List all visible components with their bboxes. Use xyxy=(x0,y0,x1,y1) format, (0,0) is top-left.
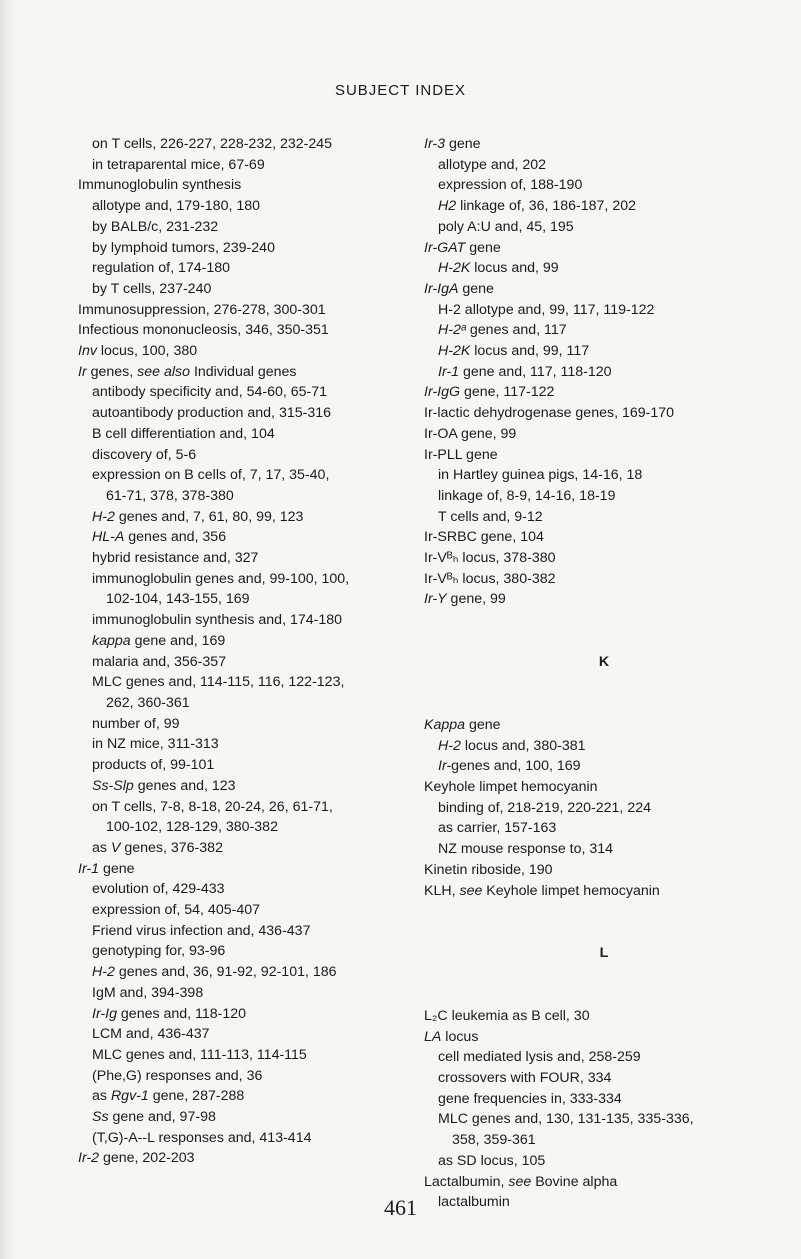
entry-text: MLC genes and, 114-115, 116, 122-123, xyxy=(92,674,345,691)
entry-term-italic: Ir-Y xyxy=(424,591,447,608)
index-subentry xyxy=(78,631,398,652)
index-section-letter: L xyxy=(599,945,609,962)
index-subentry xyxy=(78,569,398,590)
entry-text: 100-102, 128-129, 380-382 xyxy=(106,819,278,836)
index-subentry xyxy=(78,797,398,818)
entry-text: Ir-OA gene, 99 xyxy=(424,425,517,442)
entry-term-italic: Ir-3 xyxy=(424,136,446,152)
page-number: 461 xyxy=(384,1195,417,1220)
entry-text: gene, 99 xyxy=(446,591,506,608)
index-main-entry xyxy=(78,362,398,383)
entry-term-italic: Rgv-1 xyxy=(110,1088,149,1105)
entry-text: by lymphoid tumors, 239-240 xyxy=(92,239,275,256)
entry-text: B cell differentiation and, 104 xyxy=(92,425,275,442)
index-main-entry xyxy=(424,424,784,445)
index-subentry xyxy=(78,693,398,714)
entry-text: by BALB/c, 231-232 xyxy=(92,218,219,235)
entry-term-italic: Ir-Ig xyxy=(92,1005,117,1022)
entry-term-italic: Ss-Slp xyxy=(92,777,134,794)
entry-text: IgM and, 394-398 xyxy=(92,984,204,1001)
entry-text: Immunosuppression, 276-278, 300-301 xyxy=(78,301,326,318)
entry-text: genes, xyxy=(86,363,138,380)
index-main-entry xyxy=(424,445,784,466)
index-main-entry xyxy=(424,777,784,798)
entry-text: gene xyxy=(458,280,494,297)
entry-text: expression on B cells of, 7, 17, 35-40, xyxy=(92,467,330,484)
entry-term-italic: Inv xyxy=(78,343,97,360)
entry-text: by T cells, 237-240 xyxy=(92,280,212,297)
index-column-left xyxy=(78,134,398,1169)
index-main-entry xyxy=(424,403,784,424)
entry-text: locus and, 99 xyxy=(470,260,559,277)
entry-text: poly A:U and, 45, 195 xyxy=(438,218,574,235)
index-subentry xyxy=(78,548,398,569)
index-main-entry xyxy=(424,881,784,902)
index-subentry xyxy=(424,756,784,777)
entry-text: (Phe,G) responses and, 36 xyxy=(92,1067,263,1084)
index-subentry xyxy=(78,776,398,797)
entry-text: LCM and, 436-437 xyxy=(92,1026,210,1043)
index-subentry xyxy=(78,1107,398,1128)
index-main-entry xyxy=(78,1148,398,1169)
entry-term-italic: kappa xyxy=(92,632,131,649)
entry-text: binding of, 218-219, 220-221, 224 xyxy=(438,799,651,816)
entry-term-italic: H-2K xyxy=(438,343,471,360)
index-subentry xyxy=(78,1066,398,1087)
entry-text: Ir-Vᴮₕ locus, 378-380 xyxy=(424,550,556,567)
index-subentry xyxy=(78,486,398,507)
entry-text: in Hartley guinea pigs, 14-16, 18 xyxy=(438,467,643,484)
entry-text: gene and, 97-98 xyxy=(108,1109,216,1126)
index-subentry xyxy=(78,258,398,279)
entry-text: genes and, 356 xyxy=(124,529,227,546)
entry-term-italic: HL-A xyxy=(92,529,125,546)
entry-text: discovery of, 5-6 xyxy=(92,446,197,463)
entry-text: on T cells, 7-8, 8-18, 20-24, 26, 61-71, xyxy=(92,798,333,815)
entry-text: genes, 376-382 xyxy=(120,839,223,856)
entry-text: in tetraparental mice, 67-69 xyxy=(92,156,265,173)
entry-text: immunoglobulin genes and, 99-100, 100, xyxy=(92,570,350,587)
entry-text: Lactalbumin, xyxy=(424,1173,509,1190)
entry-text: Infectious mononucleosis, 346, 350-351 xyxy=(78,322,329,339)
entry-text: gene frequencies in, 333-334 xyxy=(438,1090,622,1107)
entry-text: gene and, 117, 118-120 xyxy=(459,363,612,380)
entry-text: autoantibody production and, 315-316 xyxy=(92,405,332,422)
index-main-entry xyxy=(78,175,398,196)
index-subentry xyxy=(424,798,784,819)
index-subentry xyxy=(78,134,398,155)
index-subentry xyxy=(424,736,784,757)
index-main-entry xyxy=(424,1006,784,1027)
entry-text: as xyxy=(92,1088,111,1105)
index-main-entry xyxy=(424,589,784,610)
entry-text: genes and, 118-120 xyxy=(116,1005,247,1022)
index-subentry xyxy=(78,465,398,486)
index-subentry xyxy=(424,155,784,176)
entry-text: Ir-lactic dehydrogenase genes, 169-170 xyxy=(424,405,675,422)
index-subentry xyxy=(78,900,398,921)
page-binding-shadow xyxy=(0,0,14,1259)
index-subentry xyxy=(424,1068,784,1089)
entry-text: number of, 99 xyxy=(92,715,180,732)
entry-text: Ir-Vᴮₕ locus, 380-382 xyxy=(424,570,556,587)
entry-text: MLC genes and, 111-113, 114-115 xyxy=(92,1046,307,1063)
entry-text: genotyping for, 93-96 xyxy=(92,943,226,960)
entry-text: as xyxy=(92,839,111,856)
index-subentry xyxy=(424,175,784,196)
entry-text: locus xyxy=(441,1028,479,1045)
entry-text: Individual genes xyxy=(190,363,297,380)
index-main-entry xyxy=(78,341,398,362)
index-subentry xyxy=(424,196,784,217)
entry-text: Immunoglobulin synthesis xyxy=(78,177,242,194)
entry-text: Bovine alpha xyxy=(531,1173,618,1190)
entry-text: Friend virus infection and, 436-437 xyxy=(92,922,311,939)
cross-reference: see xyxy=(508,1173,532,1190)
entry-text: 61-71, 378, 378-380 xyxy=(106,487,234,504)
entry-text: regulation of, 174-180 xyxy=(92,260,231,277)
entry-text: L₂C leukemia as B cell, 30 xyxy=(424,1007,590,1024)
index-main-entry xyxy=(424,1027,784,1048)
index-subentry xyxy=(424,1109,784,1130)
entry-term-italic: Ir-IgG xyxy=(424,384,461,401)
entry-text: antibody specificity and, 54-60, 65-71 xyxy=(92,384,328,401)
entry-text: genes and, 100, 169 xyxy=(451,758,581,775)
entry-term-italic: H-2ᵃ xyxy=(438,322,466,339)
entry-text: gene, 287-288 xyxy=(148,1088,245,1105)
index-subentry xyxy=(78,921,398,942)
index-subentry xyxy=(424,1151,784,1172)
entry-text: products of, 99-101 xyxy=(92,757,215,774)
entry-term-italic: V xyxy=(110,839,121,856)
index-subentry xyxy=(424,320,784,341)
index-subentry xyxy=(424,818,784,839)
index-subentry xyxy=(78,424,398,445)
entry-text: locus and, 380-381 xyxy=(460,737,586,754)
entry-text: Keyhole limpet hemocyanin xyxy=(424,778,598,795)
entry-text: (T,G)-A--L responses and, 413-414 xyxy=(92,1129,312,1146)
entry-text: linkage of, 36, 186-187, 202 xyxy=(456,198,636,215)
index-subentry xyxy=(78,962,398,983)
entry-text: lactalbumin xyxy=(438,1194,510,1211)
index-subentry xyxy=(78,734,398,755)
entry-text: expression of, 54, 405-407 xyxy=(92,902,260,919)
index-subentry xyxy=(78,838,398,859)
entry-term-italic: H-2 xyxy=(92,508,115,525)
entry-text: 262, 360-361 xyxy=(106,694,190,711)
entry-text: gene xyxy=(465,239,501,256)
index-main-entry xyxy=(78,859,398,880)
index-subentry xyxy=(78,196,398,217)
entry-text: crossovers with FOUR, 334 xyxy=(438,1070,612,1087)
entry-term-italic: H-2 xyxy=(92,964,115,981)
entry-text: locus, 100, 380 xyxy=(96,343,198,360)
index-subentry xyxy=(78,217,398,238)
page-header: SUBJECT INDEX xyxy=(334,82,467,99)
index-subentry xyxy=(78,507,398,528)
index-subentry xyxy=(78,983,398,1004)
index-subentry xyxy=(78,610,398,631)
index-subentry xyxy=(78,527,398,548)
index-subentry xyxy=(78,1086,398,1107)
entry-term-italic: Ir-2 xyxy=(78,1150,100,1167)
index-subentry xyxy=(424,217,784,238)
entry-term-italic: H-2K xyxy=(438,260,471,277)
entry-text: Ir-SRBC gene, 104 xyxy=(424,529,544,546)
entry-term-italic: Ir- xyxy=(438,758,452,775)
index-main-entry xyxy=(424,238,784,259)
entry-text: expression of, 188-190 xyxy=(438,177,583,194)
entry-text: genes and, 7, 61, 80, 99, 123 xyxy=(114,508,304,525)
index-subentry xyxy=(78,652,398,673)
entry-term-italic: Ir-1 xyxy=(78,860,100,877)
entry-term-italic: Ss xyxy=(92,1109,109,1126)
entry-text: KLH, xyxy=(424,882,460,899)
entry-term-italic: Kappa xyxy=(424,716,466,733)
index-subentry xyxy=(78,817,398,838)
index-subentry xyxy=(78,672,398,693)
index-subentry xyxy=(78,403,398,424)
entry-text: Ir-PLL gene xyxy=(424,446,498,463)
entry-text: gene and, 169 xyxy=(130,632,226,649)
index-section-letter: K xyxy=(598,654,610,671)
entry-term-italic: LA xyxy=(424,1028,442,1045)
index-subentry xyxy=(78,279,398,300)
index-subentry xyxy=(78,589,398,610)
entry-text: in NZ mice, 311-313 xyxy=(92,736,219,753)
index-subentry xyxy=(78,445,398,466)
entry-text: as SD locus, 105 xyxy=(438,1152,546,1169)
entry-term-italic: Ir-1 xyxy=(438,363,460,380)
index-main-entry xyxy=(424,1172,784,1193)
entry-text: as carrier, 157-163 xyxy=(438,820,557,837)
index-subentry xyxy=(424,300,784,321)
entry-text: T cells and, 9-12 xyxy=(438,508,543,525)
entry-text: 102-104, 143-155, 169 xyxy=(106,591,250,608)
entry-term-italic: H2 xyxy=(438,198,457,215)
entry-text: locus and, 99, 117 xyxy=(470,343,590,360)
index-subentry xyxy=(78,1128,398,1149)
index-subentry xyxy=(424,258,784,279)
entry-text: on T cells, 226-227, 228-232, 232-245 xyxy=(92,136,333,152)
index-main-entry xyxy=(78,300,398,321)
cross-reference: see xyxy=(459,882,483,899)
entry-text: 358, 359-361 xyxy=(452,1132,536,1149)
index-subentry xyxy=(424,465,784,486)
entry-text: gene xyxy=(465,716,501,733)
index-subentry xyxy=(424,341,784,362)
entry-text: gene, 117-122 xyxy=(460,384,555,401)
entry-text: genes and, 117 xyxy=(465,322,567,339)
index-subentry xyxy=(78,1004,398,1025)
index-subentry xyxy=(424,1130,784,1151)
cross-reference: see also xyxy=(137,363,190,380)
index-main-entry xyxy=(424,860,784,881)
entry-text: genes and, 123 xyxy=(133,777,236,794)
entry-text: linkage of, 8-9, 14-16, 18-19 xyxy=(438,487,616,504)
index-main-entry xyxy=(424,548,784,569)
index-main-entry xyxy=(424,134,784,155)
index-main-entry xyxy=(424,715,784,736)
index-subentry xyxy=(78,1024,398,1045)
index-subentry xyxy=(424,839,784,860)
index-subentry xyxy=(424,362,784,383)
index-main-entry xyxy=(424,382,784,403)
entry-text: genes and, 36, 91-92, 92-101, 186 xyxy=(114,964,337,981)
index-main-entry xyxy=(424,569,784,590)
entry-text: Kinetin riboside, 190 xyxy=(424,861,553,878)
index-subentry xyxy=(78,714,398,735)
index-subentry xyxy=(78,941,398,962)
entry-text: immunoglobulin synthesis and, 174-180 xyxy=(92,612,343,629)
index-subentry xyxy=(424,486,784,507)
entry-text: allotype and, 202 xyxy=(438,156,547,173)
index-subentry xyxy=(78,382,398,403)
entry-text: gene xyxy=(445,136,481,152)
entry-text: MLC genes and, 130, 131-135, 335-336, xyxy=(438,1111,694,1128)
entry-term-italic: Ir-GAT xyxy=(424,239,466,256)
index-subentry xyxy=(424,1089,784,1110)
entry-text: gene, 202-203 xyxy=(99,1150,195,1167)
index-subentry xyxy=(78,155,398,176)
index-subentry xyxy=(424,1047,784,1068)
index-subentry xyxy=(78,755,398,776)
index-main-entry xyxy=(78,320,398,341)
entry-text: cell mediated lysis and, 258-259 xyxy=(438,1049,641,1066)
index-subentry xyxy=(424,507,784,528)
index-main-entry xyxy=(424,527,784,548)
entry-text: H-2 allotype and, 99, 117, 119-122 xyxy=(438,301,655,318)
entry-term-italic: Ir-IgA xyxy=(424,280,459,297)
entry-text: NZ mouse response to, 314 xyxy=(438,841,614,858)
entry-text: allotype and, 179-180, 180 xyxy=(92,198,261,215)
index-subentry xyxy=(78,879,398,900)
entry-term-italic: H-2 xyxy=(438,737,461,754)
entry-text: evolution of, 429-433 xyxy=(92,881,225,898)
entry-term-italic: Ir xyxy=(78,363,87,380)
entry-text: Keyhole limpet hemocyanin xyxy=(482,882,660,899)
entry-text: hybrid resistance and, 327 xyxy=(92,550,259,567)
index-main-entry xyxy=(424,279,784,300)
entry-text: malaria and, 356-357 xyxy=(92,653,227,670)
index-subentry xyxy=(78,238,398,259)
index-column-right xyxy=(424,134,784,1213)
entry-text: gene xyxy=(99,860,135,877)
index-subentry xyxy=(78,1045,398,1066)
